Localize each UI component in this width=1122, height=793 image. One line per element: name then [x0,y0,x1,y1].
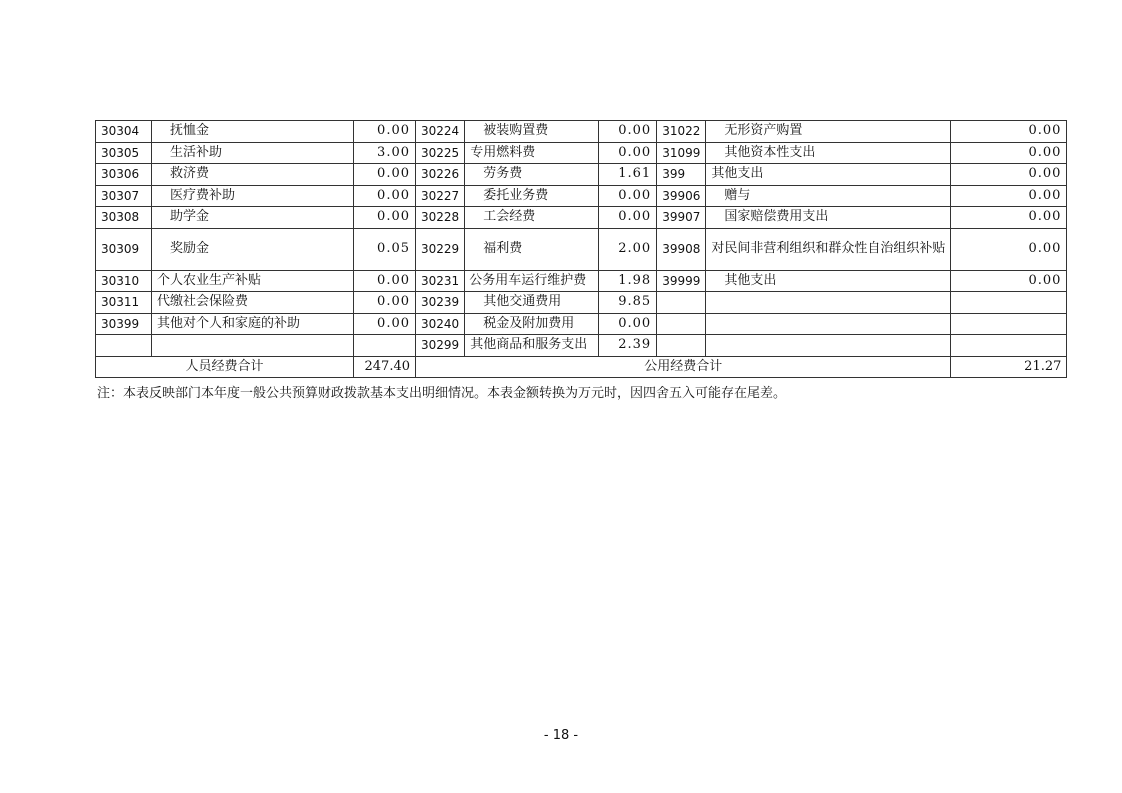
table-row [96,207,1067,229]
code-cell: 30306 [96,164,152,186]
item-name-cell: 对民间非营利组织和群众性自治组织补贴 [706,228,951,270]
code-cell: 30231 [416,270,465,292]
expenditure-detail-table [95,120,1067,378]
item-name-cell [706,335,951,357]
code-cell: 399 [657,164,706,186]
personnel-total-label: 人员经费合计 [96,356,354,378]
item-name-cell: 工会经费 [465,207,599,229]
amount-cell: 0.00 [599,207,657,229]
amount-cell: 0.00 [354,121,416,143]
code-cell: 30304 [96,121,152,143]
amount-cell: 1.61 [599,164,657,186]
table-row [96,164,1067,186]
table-row [96,292,1067,314]
item-name-cell: 救济费 [152,164,354,186]
item-name-cell: 无形资产购置 [706,121,951,143]
table-row [96,142,1067,164]
amount-cell: 2.39 [599,335,657,357]
table-row [96,121,1067,143]
amount-cell: 0.00 [951,142,1067,164]
code-cell: 30225 [416,142,465,164]
table-row [96,313,1067,335]
amount-cell: 9.85 [599,292,657,314]
amount-cell: 0.00 [599,121,657,143]
amount-cell: 3.00 [354,142,416,164]
amount-cell: 0.00 [354,185,416,207]
code-cell [657,292,706,314]
code-cell [96,335,152,357]
code-cell [657,313,706,335]
code-cell: 30309 [96,228,152,270]
item-name-cell: 其他对个人和家庭的补助 [152,313,354,335]
amount-cell [951,292,1067,314]
amount-cell [951,313,1067,335]
item-name-cell: 专用燃料费 [465,142,599,164]
table-row [96,185,1067,207]
item-name-cell: 其他交通费用 [465,292,599,314]
code-cell: 30224 [416,121,465,143]
amount-cell: 0.00 [599,313,657,335]
table-row [96,270,1067,292]
item-name-cell [152,335,354,357]
code-cell: 39999 [657,270,706,292]
amount-cell: 1.98 [599,270,657,292]
amount-cell: 0.00 [354,164,416,186]
item-name-cell: 被装购置费 [465,121,599,143]
item-name-cell: 劳务费 [465,164,599,186]
amount-cell: 0.00 [951,185,1067,207]
code-cell: 39907 [657,207,706,229]
code-cell [657,335,706,357]
item-name-cell: 其他支出 [706,164,951,186]
item-name-cell: 其他资本性支出 [706,142,951,164]
table-body [96,121,1067,378]
public-total-value: 21.27 [951,356,1067,378]
amount-cell [951,335,1067,357]
code-cell: 30226 [416,164,465,186]
item-name-cell: 助学金 [152,207,354,229]
item-name-cell: 公务用车运行维护费 [465,270,599,292]
amount-cell: 0.00 [951,270,1067,292]
code-cell: 30305 [96,142,152,164]
item-name-cell: 代缴社会保险费 [152,292,354,314]
code-cell: 30307 [96,185,152,207]
amount-cell: 0.00 [951,121,1067,143]
code-cell: 39906 [657,185,706,207]
code-cell: 30311 [96,292,152,314]
item-name-cell: 福利费 [465,228,599,270]
code-cell: 30240 [416,313,465,335]
item-name-cell [706,313,951,335]
item-name-cell: 税金及附加费用 [465,313,599,335]
page-number: - 18 - [543,728,579,743]
item-name-cell: 医疗费补助 [152,185,354,207]
code-cell: 31099 [657,142,706,164]
amount-cell: 0.00 [599,185,657,207]
amount-cell: 0.00 [354,207,416,229]
item-name-cell: 个人农业生产补贴 [152,270,354,292]
code-cell: 30228 [416,207,465,229]
code-cell: 30310 [96,270,152,292]
code-cell: 30239 [416,292,465,314]
amount-cell: 0.00 [354,292,416,314]
amount-cell: 0.00 [354,313,416,335]
public-total-label: 公用经费合计 [416,356,951,378]
amount-cell: 0.00 [951,207,1067,229]
item-name-cell: 其他商品和服务支出 [465,335,599,357]
table-row [96,228,1067,270]
item-name-cell: 奖励金 [152,228,354,270]
item-name-cell: 抚恤金 [152,121,354,143]
item-name-cell: 赠与 [706,185,951,207]
code-cell: 30229 [416,228,465,270]
item-name-cell [706,292,951,314]
item-name-cell: 委托业务费 [465,185,599,207]
code-cell: 30299 [416,335,465,357]
item-name-cell: 国家赔偿费用支出 [706,207,951,229]
personnel-total-value: 247.40 [354,356,416,378]
amount-cell: 0.00 [599,142,657,164]
code-cell: 31022 [657,121,706,143]
amount-cell: 2.00 [599,228,657,270]
code-cell: 39908 [657,228,706,270]
code-cell: 30399 [96,313,152,335]
item-name-cell: 其他支出 [706,270,951,292]
amount-cell: 0.00 [951,228,1067,270]
code-cell: 30308 [96,207,152,229]
amount-cell: 0.05 [354,228,416,270]
code-cell: 30227 [416,185,465,207]
totals-row [96,356,1067,378]
table-row [96,335,1067,357]
amount-cell [354,335,416,357]
amount-cell: 0.00 [354,270,416,292]
table-footnote: 注：本表反映部门本年度一般公共预算财政拨款基本支出明细情况。本表金额转换为万元时，因四舍五入可能存在尾差。 [97,386,787,401]
amount-cell: 0.00 [951,164,1067,186]
item-name-cell: 生活补助 [152,142,354,164]
